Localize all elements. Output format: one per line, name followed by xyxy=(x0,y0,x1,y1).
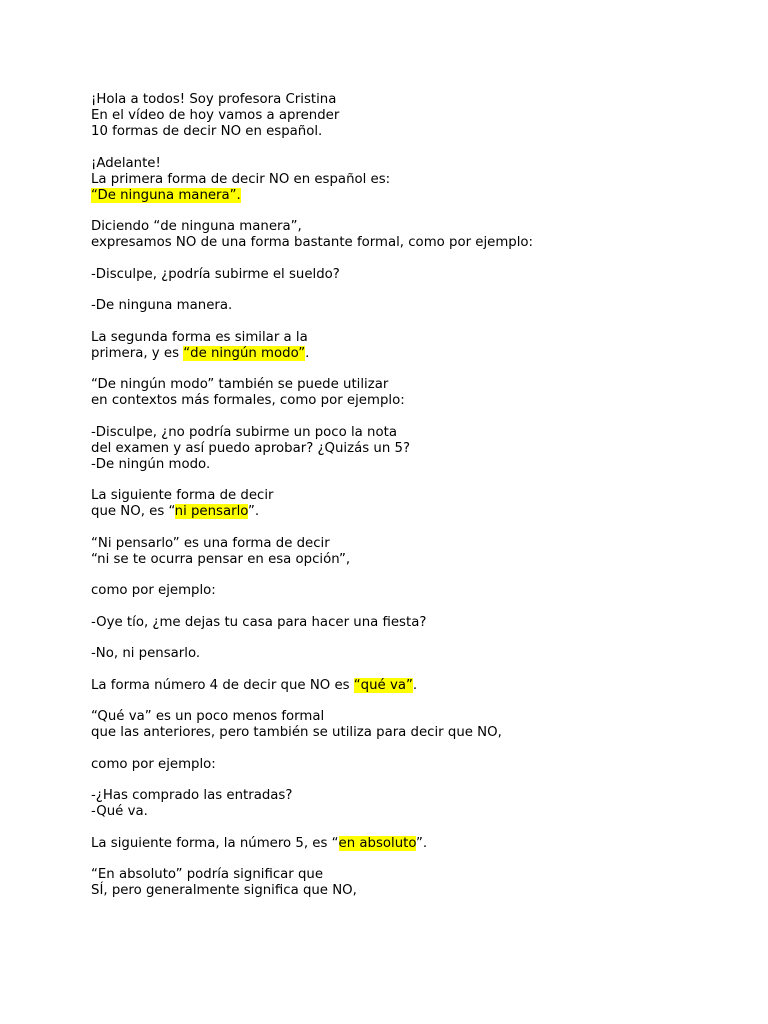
text-line xyxy=(91,108,751,124)
text-segment: La siguiente forma, la número 5, es “ xyxy=(91,835,339,851)
paragraph xyxy=(91,156,751,204)
text-segment: que las anteriores, pero también se utiliza para decir que NO, xyxy=(91,725,502,740)
text-line xyxy=(91,330,751,346)
text-segment: La forma número 4 de decir que NO es xyxy=(91,677,354,693)
text-segment: “En absoluto” podría significar que xyxy=(91,867,324,882)
text-line xyxy=(91,615,751,631)
text-segment: ¡Hola a todos! Soy profesora Cristina xyxy=(91,92,337,107)
text-line xyxy=(91,156,751,172)
text-segment: La siguiente forma de decir xyxy=(91,488,274,503)
text-segment: en contextos más formales, como por ejemplo: xyxy=(91,393,405,408)
highlighted-phrase: en absoluto xyxy=(338,835,417,851)
text-line xyxy=(91,836,751,852)
text-line xyxy=(91,188,751,204)
text-segment: del examen y así puedo aprobar? ¿Quizás un 5? xyxy=(91,440,411,456)
paragraph xyxy=(91,836,751,852)
text-line xyxy=(91,867,751,883)
text-line xyxy=(91,346,751,362)
text-segment: ¡Adelante! xyxy=(91,155,161,171)
text-segment: -¿Has comprado las entradas? xyxy=(91,788,293,803)
text-line xyxy=(91,377,751,393)
text-segment: . xyxy=(305,345,310,361)
text-segment: La primera forma de decir NO en español es: xyxy=(91,171,391,187)
text-segment: -Disculpe, ¿podría subirme el sueldo? xyxy=(91,266,340,282)
text-line xyxy=(91,172,751,188)
text-segment: . xyxy=(412,677,418,693)
paragraph xyxy=(91,615,751,631)
text-segment: -No, ni pensarlo. xyxy=(91,646,201,661)
text-segment: Diciendo “de ninguna manera”, xyxy=(91,219,302,234)
text-segment: “ni se te ocurra pensar en esa opción”, xyxy=(91,551,351,567)
text-line xyxy=(91,788,751,804)
text-segment: En el vídeo de hoy vamos a aprender xyxy=(91,108,340,123)
text-line xyxy=(91,757,751,773)
text-line xyxy=(91,583,751,599)
text-segment: -Disculpe, ¿no podría subirme un poco la nota xyxy=(91,424,397,440)
text-line xyxy=(91,441,751,457)
highlighted-phrase: “de ningún modo” xyxy=(183,345,306,361)
paragraph xyxy=(91,425,751,473)
text-line xyxy=(91,725,751,741)
paragraph xyxy=(91,583,751,599)
text-line xyxy=(91,267,751,283)
text-line xyxy=(91,646,751,662)
paragraph xyxy=(91,298,751,314)
text-segment: La segunda forma es similar a la xyxy=(91,329,308,345)
text-line xyxy=(91,425,751,441)
text-segment: expresamos NO de una forma bastante formal, como por ejemplo: xyxy=(91,235,534,250)
paragraph xyxy=(91,678,751,694)
text-segment: SÍ, pero generalmente significa que NO, xyxy=(91,883,357,898)
paragraph xyxy=(91,536,751,568)
text-line xyxy=(91,804,751,820)
text-line xyxy=(91,709,751,725)
text-line xyxy=(91,219,751,235)
paragraph xyxy=(91,219,751,251)
paragraph xyxy=(91,377,751,409)
text-segment: “Ni pensarlo” es una forma de decir xyxy=(91,535,330,551)
paragraph xyxy=(91,330,751,362)
text-segment: “Qué va” es un poco menos formal xyxy=(91,709,325,724)
text-segment: ”. xyxy=(416,835,428,851)
text-segment: -Qué va. xyxy=(91,804,148,819)
text-segment: 10 formas de decir NO en español. xyxy=(91,124,323,139)
text-segment: ”. xyxy=(247,504,260,519)
highlighted-phrase: “De ninguna manera”. xyxy=(91,187,241,203)
text-line xyxy=(91,393,751,409)
text-line xyxy=(91,124,751,140)
paragraph xyxy=(91,757,751,773)
paragraph xyxy=(91,646,751,662)
text-segment: como por ejemplo: xyxy=(91,583,216,598)
paragraph xyxy=(91,788,751,820)
text-segment: primera, y es xyxy=(91,345,184,361)
text-segment: como por ejemplo: xyxy=(91,756,216,772)
text-segment: -Oye tío, ¿me dejas tu casa para hacer una fiesta? xyxy=(91,614,427,630)
text-line xyxy=(91,457,751,473)
text-line xyxy=(91,488,751,504)
text-line xyxy=(91,235,751,251)
highlighted-phrase: “qué va” xyxy=(353,677,413,693)
text-line xyxy=(91,678,751,694)
text-line xyxy=(91,298,751,314)
text-line xyxy=(91,883,751,899)
paragraph xyxy=(91,92,751,140)
highlighted-phrase: ni pensarlo xyxy=(174,504,248,519)
text-segment: -De ningún modo. xyxy=(91,456,211,472)
text-line xyxy=(91,552,751,568)
text-segment: que NO, es “ xyxy=(91,504,175,519)
paragraph xyxy=(91,488,751,520)
paragraph xyxy=(91,267,751,283)
text-line xyxy=(91,92,751,108)
document-body xyxy=(91,92,751,915)
text-segment: “De ningún modo” también se puede utilizar xyxy=(91,377,389,392)
text-line xyxy=(91,536,751,552)
paragraph xyxy=(91,867,751,899)
text-segment: -De ninguna manera. xyxy=(91,298,233,313)
paragraph xyxy=(91,709,751,741)
text-line xyxy=(91,504,751,520)
